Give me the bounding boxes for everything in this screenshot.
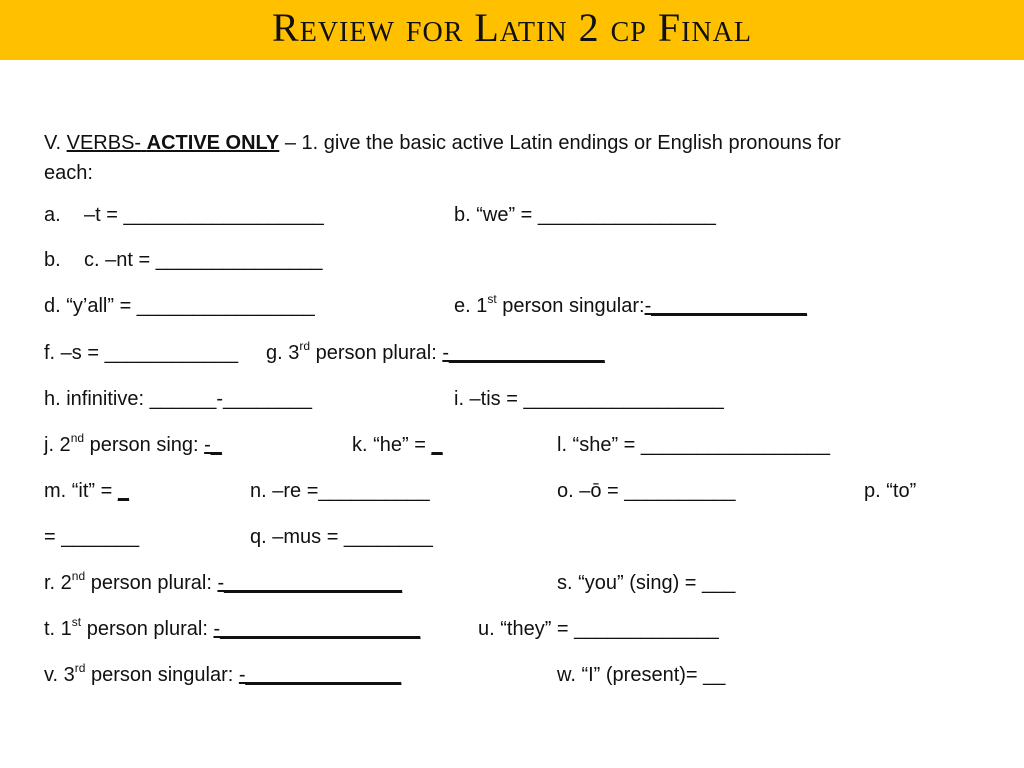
item-p: p. “to” (864, 480, 917, 502)
item-b-label: b. (44, 249, 61, 271)
item-i: i. –tis = __________________ (454, 388, 724, 410)
item-n: n. –re =__________ (250, 480, 430, 502)
active-only-heading: ACTIVE ONLY (146, 132, 280, 154)
item-r: r. 2nd person plural: -________________ (44, 569, 403, 594)
section-intro (44, 128, 964, 188)
item-j: j. 2nd person sing: -_ (44, 431, 222, 456)
item-f: f. –s = ____________ (44, 342, 239, 364)
item-l: l. “she” = _________________ (557, 434, 831, 456)
item-g: g. 3rd person plural: -______________ (266, 339, 605, 364)
item-p-blank: = _______ (44, 526, 140, 548)
item-v: v. 3rd person singular: -______________ (44, 661, 402, 686)
verbs-heading: VERBS- (66, 132, 142, 154)
title-bar (0, 0, 1024, 60)
item-e: e. 1st person singular:-______________ (454, 292, 807, 317)
item-b-we: b. “we” = ________________ (454, 204, 716, 226)
page-title: Review for Latin 2 cp Final (272, 5, 752, 50)
item-m: m. “it” = _ (44, 480, 130, 502)
instructions-text: – 1. give the basic active Latin endings or English pronouns for (279, 132, 841, 154)
instructions-text-cont: each: (44, 162, 93, 184)
item-h: h. infinitive: ______-________ (44, 388, 312, 410)
item-s: s. “you” (sing) = ___ (557, 572, 736, 594)
item-u: u. “they” = _____________ (478, 618, 719, 640)
item-k: k. “he” = _ (352, 434, 443, 456)
item-a-label: a. (44, 204, 61, 226)
item-q: q. –mus = ________ (250, 526, 433, 548)
item-d: d. “y’all” = ________________ (44, 295, 315, 317)
section-number: V. (44, 132, 67, 154)
item-c: c. –nt = _______________ (84, 249, 323, 271)
item-t: t. 1st person plural: -__________________ (44, 615, 421, 640)
item-o: o. –ō = __________ (557, 480, 736, 502)
item-w: w. “I” (present)= __ (557, 664, 726, 686)
item-a: –t = __________________ (84, 204, 324, 226)
